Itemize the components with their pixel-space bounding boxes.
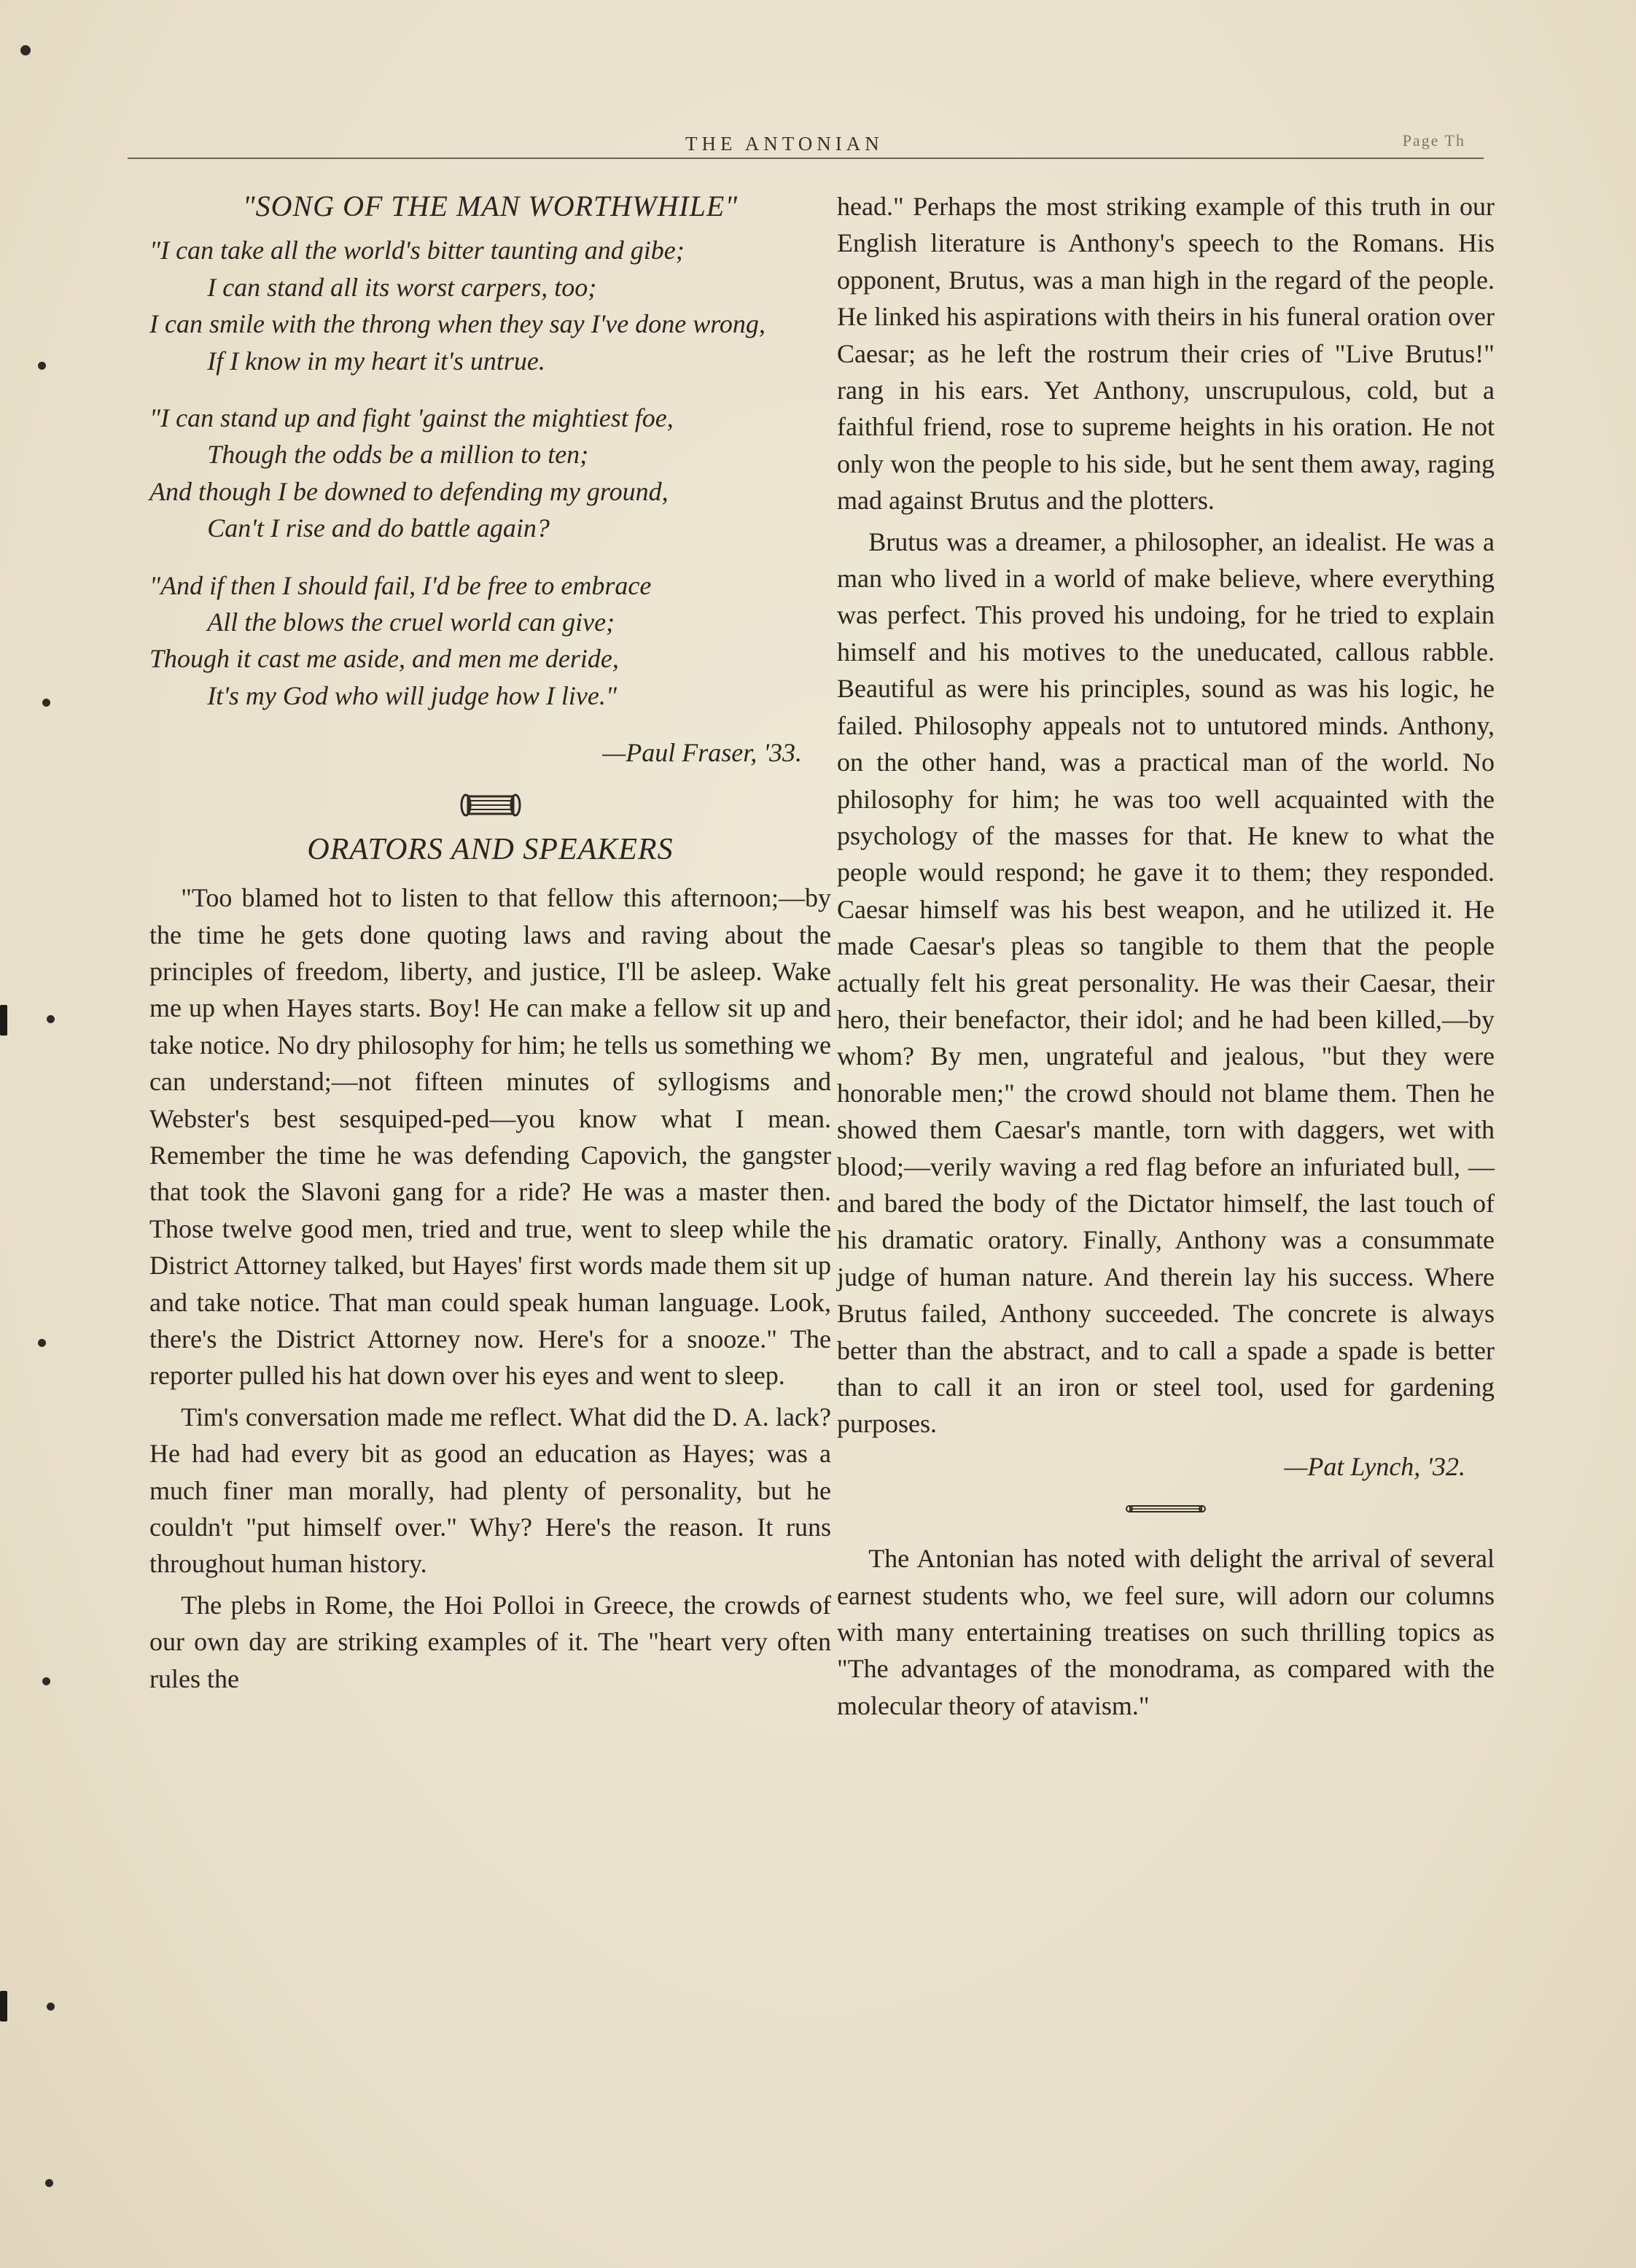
- poem-line: If I know in my heart it's untrue.: [207, 346, 545, 376]
- binder-hole: [42, 699, 50, 707]
- poem-line: "I can stand up and fight 'gainst the mightiest foe,: [149, 403, 674, 433]
- binder-hole: [38, 1339, 46, 1347]
- article-author: —Pat Lynch, '32.: [1284, 1451, 1465, 1481]
- article-paragraph: head." Perhaps the most striking example of this truth in our English literature is Anthony's speech to the Romans. His opponent, Brutus, was a man high in the regard of the people. He linked his aspirations with theirs in his funeral oration over Caesar; as he left the rostrum their cries of "Live Brutus!" rang in his ears. Yet Anthony, unscrupulous, cold, but a faithful friend, rose to supreme heights in his oration. He not only won the people to his side, but he sent them away, raging mad against Brutus and the plotters.: [837, 192, 1495, 516]
- binder-hole: [42, 1677, 50, 1685]
- poem-line: All the blows the cruel world can give;: [207, 607, 615, 637]
- poem-stanza: [149, 400, 831, 547]
- binder-hole: [47, 1015, 55, 1023]
- article-title: ORATORS AND SPEAKERS: [307, 832, 674, 866]
- poem-line: Can't I rise and do battle again?: [207, 513, 550, 543]
- poem-author: —Paul Fraser, '33.: [602, 738, 802, 768]
- binder-edge-mark: [0, 1991, 7, 2022]
- poem-line: And though I be downed to defending my ground,: [149, 476, 669, 506]
- left-column: [149, 188, 831, 1701]
- poem-line: Though it cast me aside, and men me deride,: [149, 644, 619, 674]
- article-paragraph: "Too blamed hot to listen to that fellow this afternoon;—by the time he gets done quoting laws and raving about the principles of freedom, liberty, and justice, I'll be asleep. Wake me up when Hayes starts. Boy! He can make a fellow sit up and take notice. No dry philosophy for him; he tells us something we can understand;—not fifteen minutes of syllogisms and Webster's best sesquiped-ped—you know what I mean. Remember the time he was defending Capovich, the gangster that took the Slavoni gang for a ride? He was a master then. Those twelve good men, tried and true, went to sleep while the District Attorney talked, but Hayes' first words made them sit up and take notice. That man could speak human language. Look, there's the District Attorney now. Here's for a snooze." The reporter pulled his hat down over his eyes and went to sleep.: [149, 883, 831, 1391]
- divider-ornament-icon: [1126, 1502, 1206, 1515]
- poem-line: It's my God who will judge how I live.": [207, 680, 617, 710]
- article-paragraph: The plebs in Rome, the Hoi Polloi in Greece, the crowds of our own day are striking examples of it. The "heart very often rules the: [149, 1590, 831, 1693]
- article-paragraph: Tim's conversation made me reflect. What did the D. A. lack? He had had every bit as good an education as Hayes; was a much finer man morally, had plenty of personality, but he couldn't "put himself over." Why? Here's the reason. It runs throughout human history.: [149, 1402, 831, 1579]
- binder-edge-mark: [0, 1005, 7, 1036]
- poem-title: "SONG OF THE MAN WORTHWHILE": [242, 190, 739, 222]
- publication-title: THE ANTONIAN: [685, 133, 884, 155]
- binder-hole: [45, 2179, 53, 2187]
- editorial-note: The Antonian has noted with delight the arrival of several earnest students who, we feel sure, will adorn our columns with many entertaining treatises on such thrilling topics as "The advantages of the monodrama, as compared with the molecular theory of atavism.": [837, 1544, 1495, 1720]
- binder-hole: [20, 45, 31, 55]
- poem-line: "And if then I should fail, I'd be free to embrace: [149, 570, 652, 600]
- poem-stanza: [149, 567, 831, 715]
- poem-stanza: [149, 232, 831, 379]
- poem-line: "I can take all the world's bitter taunting and gibe;: [149, 236, 685, 265]
- running-header: [128, 133, 1484, 159]
- binder-hole: [47, 2003, 55, 2011]
- poem-line: I can stand all its worst carpers, too;: [207, 272, 597, 302]
- scroll-ornament-icon: [458, 791, 523, 820]
- right-column: [837, 188, 1495, 1728]
- article-paragraph: Brutus was a dreamer, a philosopher, an idealist. He was a man who lived in a world of make believe, where everything was perfect. This proved his undoing, for he tried to explain himself and his motives to the uneducated, callous rabble. Beautiful as were his principles, sound as was his logic, he failed. Philosophy appeals not to untutored minds. Anthony, on the other hand, was a practical man of the world. No philosophy for him; he was too well acquainted with the psychology of the masses for that. He knew to what the people would respond; he gave it to them; they responded. Caesar himself was his best weapon, and he utilized it. He made Caesar's pleas so tangible to them that the people actually felt his great personality. He was their Caesar, their hero, their benefactor, their idol; and he had been killed,—by whom? By men, ungrateful and jealous, "but they were honorable men;" the crowd should not blame them. Then he showed them Caesar's mantle, torn with daggers, wet with blood;—verily waving a red flag before an infuriated bull, — and bared the body of the Dictator himself, the last touch of his dramatic oratory. Finally, Anthony was a consummate judge of human nature. And therein lay his success. Where Brutus failed, Anthony succeeded. The concrete is always better than the abstract, and to call a spade a spade is better than to call it an iron or steel tool, used for gardening purposes.: [837, 527, 1495, 1439]
- page-label: Page Th: [1402, 131, 1465, 149]
- poem-line: I can smile with the throng when they say I've done wrong,: [149, 309, 766, 339]
- binder-hole: [38, 362, 46, 370]
- poem-line: Though the odds be a million to ten;: [207, 440, 589, 470]
